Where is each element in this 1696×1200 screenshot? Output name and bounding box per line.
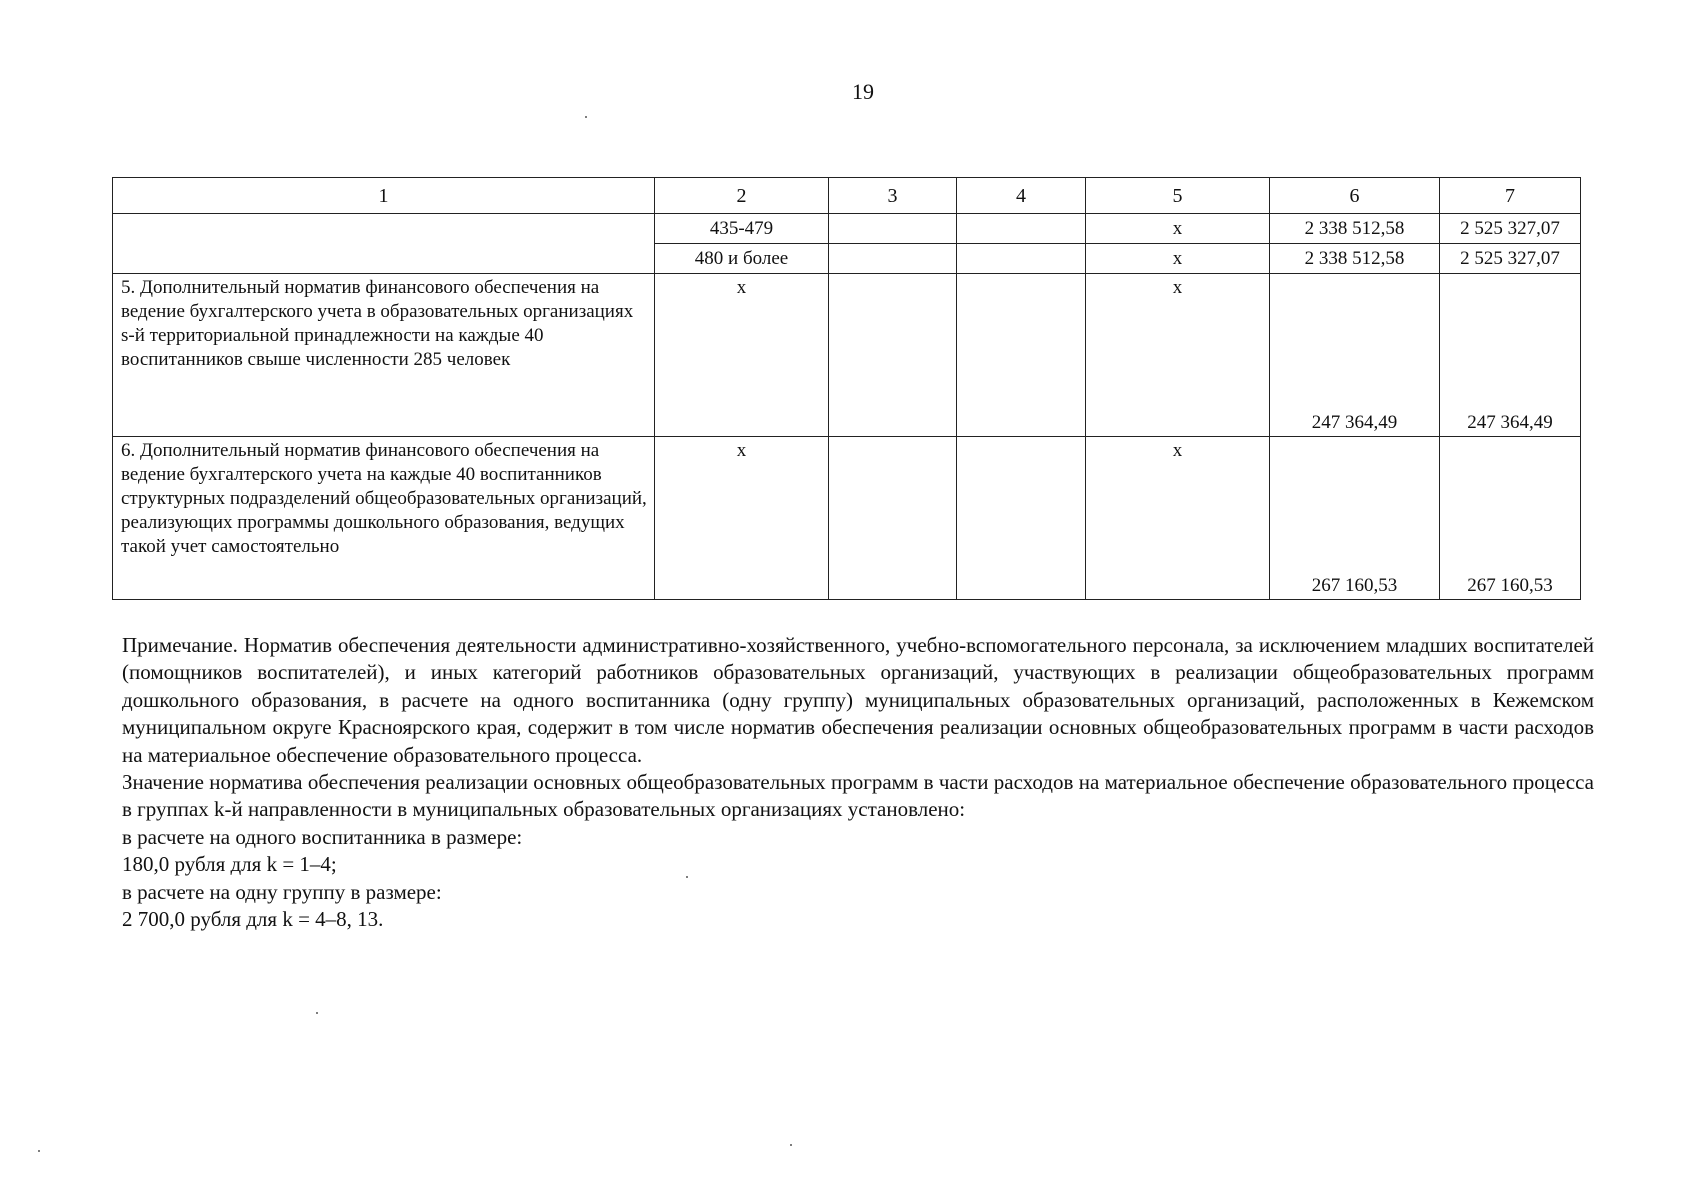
table-cell: 435-479 bbox=[655, 214, 829, 244]
table-row bbox=[113, 437, 1581, 600]
table-row bbox=[113, 274, 1581, 437]
table-cell bbox=[829, 437, 957, 600]
table-row bbox=[113, 214, 1581, 244]
note-line: 180,0 рубля для k = 1–4; bbox=[122, 852, 337, 877]
note-block bbox=[122, 632, 1594, 933]
table-cell: x bbox=[655, 437, 829, 600]
table-cell bbox=[957, 244, 1086, 274]
note-paragraph: Значение норматива обеспечения реализации основных общеобразовательных программ в части расходов на материальное обеспечение образовательного процесса в группах k-й направленности в муниципальных образовательных организациях установлено: bbox=[122, 770, 1594, 822]
header-cell: 4 bbox=[957, 178, 1086, 214]
table-cell bbox=[957, 274, 1086, 437]
table-cell bbox=[829, 274, 957, 437]
note-paragraph: Примечание. Норматив обеспечения деятельности административно-хозяйственного, учебно-вспомогательного персонала, за исключением младших воспитателей (помощников воспитателей), и иных категорий работников образовательных организаций, участвующих в реализации общеобразовательных программ дошкольного образования, в расчете на одного воспитанника (одну группу) муниципальных образовательных организаций, расположенных в Кежемском муниципальном округе Красноярского края, содержит в том числе норматив обеспечения реализации основных общеобразовательных программ в части расходов на материальное обеспечение образовательного процесса. bbox=[122, 633, 1594, 767]
table-cell bbox=[957, 437, 1086, 600]
table-cell: x bbox=[1086, 244, 1270, 274]
note-line: 2 700,0 рубля для k = 4–8, 13. bbox=[122, 907, 384, 932]
table-cell: x bbox=[1086, 437, 1270, 600]
table-cell bbox=[113, 214, 655, 274]
table-header-row bbox=[113, 178, 1581, 214]
table-cell: x bbox=[655, 274, 829, 437]
table-cell: 247 364,49 bbox=[1440, 274, 1581, 437]
header-cell: 6 bbox=[1270, 178, 1440, 214]
normative-table bbox=[112, 177, 1581, 600]
header-cell: 5 bbox=[1086, 178, 1270, 214]
table-cell: 5. Дополнительный норматив финансового обеспечения на ведение бухгалтерского учета в образовательных организациях s-й территориальной принадлежности на каждые 40 воспитанников свыше численности 285 человек bbox=[113, 274, 655, 437]
table-cell: 6. Дополнительный норматив финансового обеспечения на ведение бухгалтерского учета на каждые 40 воспитанников структурных подразделений общеобразовательных организаций, реализующих программы дошкольного образования, ведущих такой учет самостоятельно bbox=[113, 437, 655, 600]
table-cell: 2 338 512,58 bbox=[1270, 214, 1440, 244]
table-cell bbox=[829, 214, 957, 244]
header-cell: 7 bbox=[1440, 178, 1581, 214]
note-line: в расчете на одну группу в размере: bbox=[122, 879, 442, 904]
table-cell: 267 160,53 bbox=[1440, 437, 1581, 600]
header-cell: 3 bbox=[829, 178, 957, 214]
table-cell: 480 и более bbox=[655, 244, 829, 274]
header-cell: 1 bbox=[113, 178, 655, 214]
table-cell: 2 525 327,07 bbox=[1440, 244, 1581, 274]
table-cell: 2 338 512,58 bbox=[1270, 244, 1440, 274]
table-cell bbox=[829, 244, 957, 274]
table-cell: 2 525 327,07 bbox=[1440, 214, 1581, 244]
table-cell: x bbox=[1086, 214, 1270, 244]
header-cell: 2 bbox=[655, 178, 829, 214]
page-number: 19 bbox=[852, 79, 874, 104]
note-line: в расчете на одного воспитанника в размере: bbox=[122, 824, 523, 849]
table-cell: 267 160,53 bbox=[1270, 437, 1440, 600]
table-cell: x bbox=[1086, 274, 1270, 437]
table-cell: 247 364,49 bbox=[1270, 274, 1440, 437]
table-cell bbox=[957, 214, 1086, 244]
